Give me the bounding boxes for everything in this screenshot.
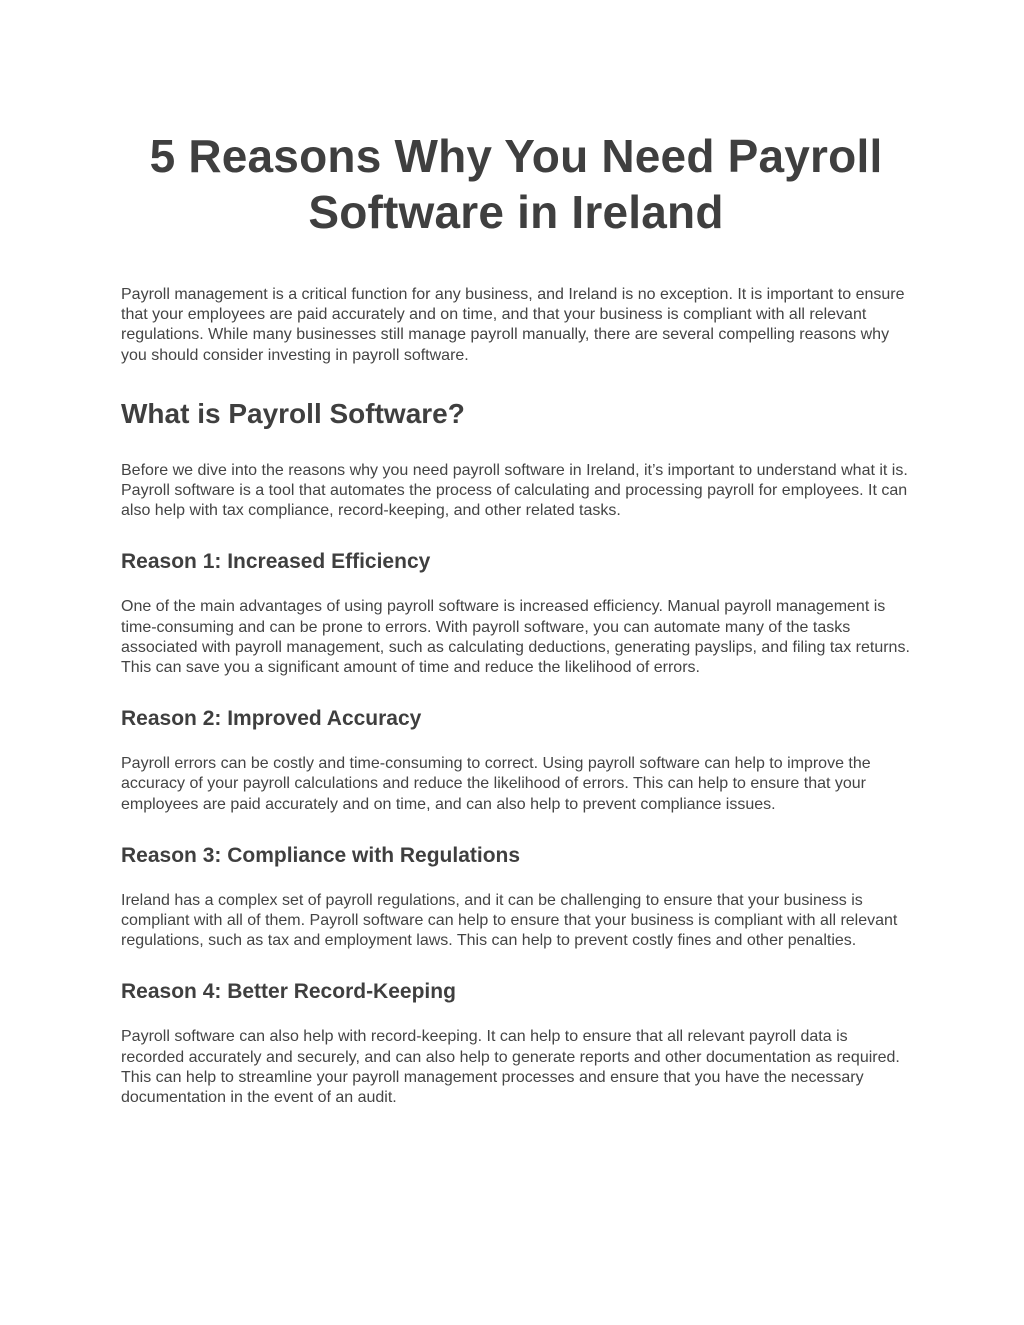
document-page [121, 128, 911, 1108]
reason-3-heading: Reason 3: Compliance with Regulations [121, 843, 521, 867]
intro-paragraph: Payroll management is a critical function for any business, and Ireland is no exception. It is important to ensure that your employees are paid accurately and on time, and that your business is compliant with all relevant regulations. While many businesses still manage payroll manually, there are several compelling reasons why you should consider investing in payroll software. [121, 286, 905, 364]
reason-1-heading: Reason 1: Increased Efficiency [121, 550, 431, 574]
reason-1-paragraph: One of the main advantages of using payroll software is increased efficiency. Manual payroll management is time-consuming and can be prone to errors. With payroll software, you can automate many of the tasks associated with payroll management, such as calculating deductions, generating payslips, and filing tax returns. This can save you a significant amount of time and reduce the likelihood of errors. [121, 598, 910, 677]
reason-4-heading: Reason 4: Better Record-Keeping [121, 980, 456, 1004]
section-heading-what-is-payroll-software: What is Payroll Software? [121, 397, 465, 429]
reason-2-paragraph: Payroll errors can be costly and time-consuming to correct. Using payroll software can help to improve the accuracy of your payroll calculations and reduce the likelihood of errors. This can help to ensure that your employees are paid accurately and on time, and can also help to prevent compliance issues. [121, 755, 871, 813]
section-paragraph-what-is-payroll-software: Before we dive into the reasons why you need payroll software in Ireland, it’s important to understand what it is. Payroll software is a tool that automates the process of calculating and processing payroll for employees. It can also help with tax compliance, record-keeping, and other related tasks. [121, 461, 908, 520]
reason-4-paragraph: Payroll software can also help with record-keeping. It can help to ensure that all relevant payroll data is recorded accurately and securely, and can also help to generate reports and other documentation as required. This can help to streamline your payroll management processes and ensure that you have the necessary documentation in the event of an audit. [121, 1028, 900, 1107]
document-title: 5 Reasons Why You Need Payroll Software in Ireland [149, 130, 883, 238]
reason-2-heading: Reason 2: Improved Accuracy [121, 707, 422, 731]
reason-3-paragraph: Ireland has a complex set of payroll regulations, and it can be challenging to ensure that your business is compliant with all of them. Payroll software can help to ensure that your business is compliant with all relevant regulations, such as tax and employment laws. This can help to prevent costly fines and other penalties. [121, 891, 898, 950]
